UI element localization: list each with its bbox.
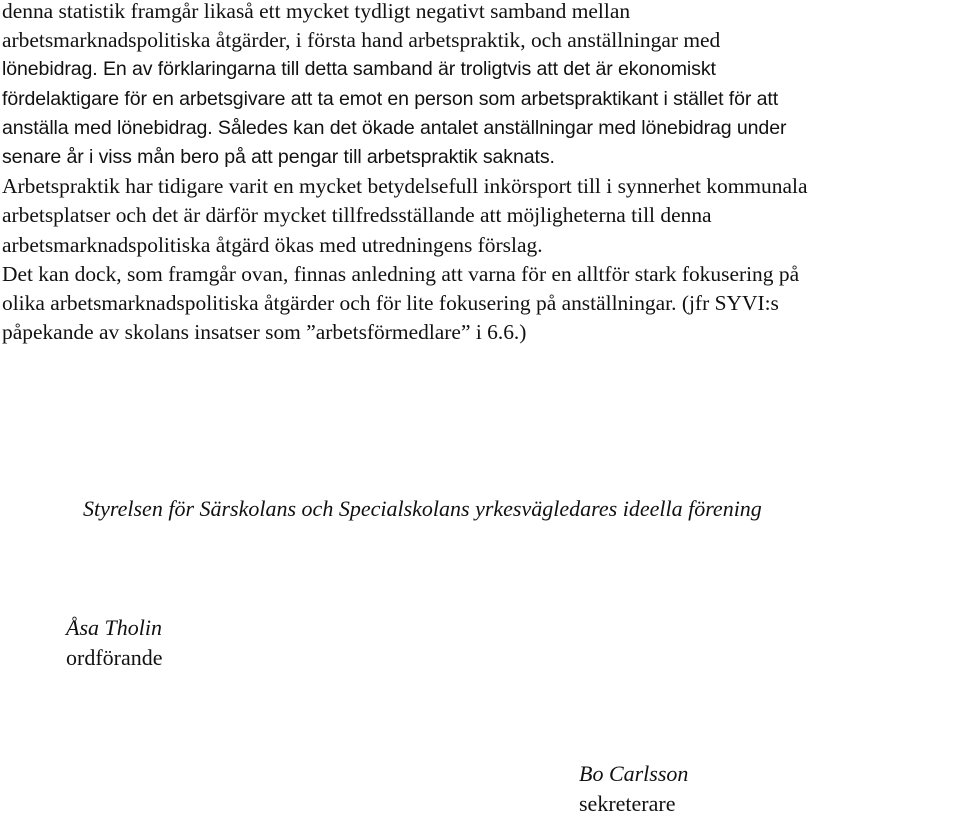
signatory-name: Åsa Tholin [66, 615, 162, 640]
signatory-name: Bo Carlsson [579, 761, 689, 786]
text-line: Det kan dock, som framgår ovan, finnas anledning att varna för en alltför stark fokusering på [2, 261, 800, 286]
signatory-role: ordförande [66, 645, 163, 670]
text-line: olika arbetsmarknadspolitiska åtgärder och för lite fokusering på anställningar. (jfr SYVI:s [2, 290, 779, 315]
text-line: Arbetspraktik har tidigare varit en mycket betydelsefull inkörsport till i synnerhet kommunala [2, 174, 808, 199]
text-line: anställa med lönebidrag. Således kan det ökade antalet anställningar med lönebidrag under [2, 116, 787, 139]
board-signature-line: Styrelsen för Särskolans och Specialskolans yrkesvägledares ideella förening [83, 496, 762, 521]
signature-secretary [579, 759, 688, 819]
text-line: fördelaktigare för en arbetsgivare att ta emot en person som arbetspraktikant i stället för att [2, 87, 779, 110]
signatory-role: sekreterare [579, 791, 676, 816]
text-line: påpekande av skolans insatser som ”arbetsförmedlare” i 6.6.) [2, 320, 527, 345]
text-line: senare år i viss mån bero på att pengar till arbetspraktik saknats. [2, 145, 555, 168]
text-line: arbetsplatser och det är därför mycket tillfredsställande att möjligheterna till denna [2, 203, 712, 228]
body-paragraphs [2, 0, 958, 347]
text-line: arbetsmarknadspolitiska åtgärder, i första hand arbetspraktik, och anställningar med [2, 28, 721, 53]
text-line: denna statistik framgår likaså ett mycket tydligt negativt samband mellan [2, 0, 631, 23]
text-line: lönebidrag. En av förklaringarna till detta samband är troligtvis att det är ekonomiskt [2, 58, 716, 81]
text-line: arbetsmarknadspolitiska åtgärd ökas med utredningens förslag. [2, 232, 543, 257]
signature-chair [66, 613, 163, 673]
